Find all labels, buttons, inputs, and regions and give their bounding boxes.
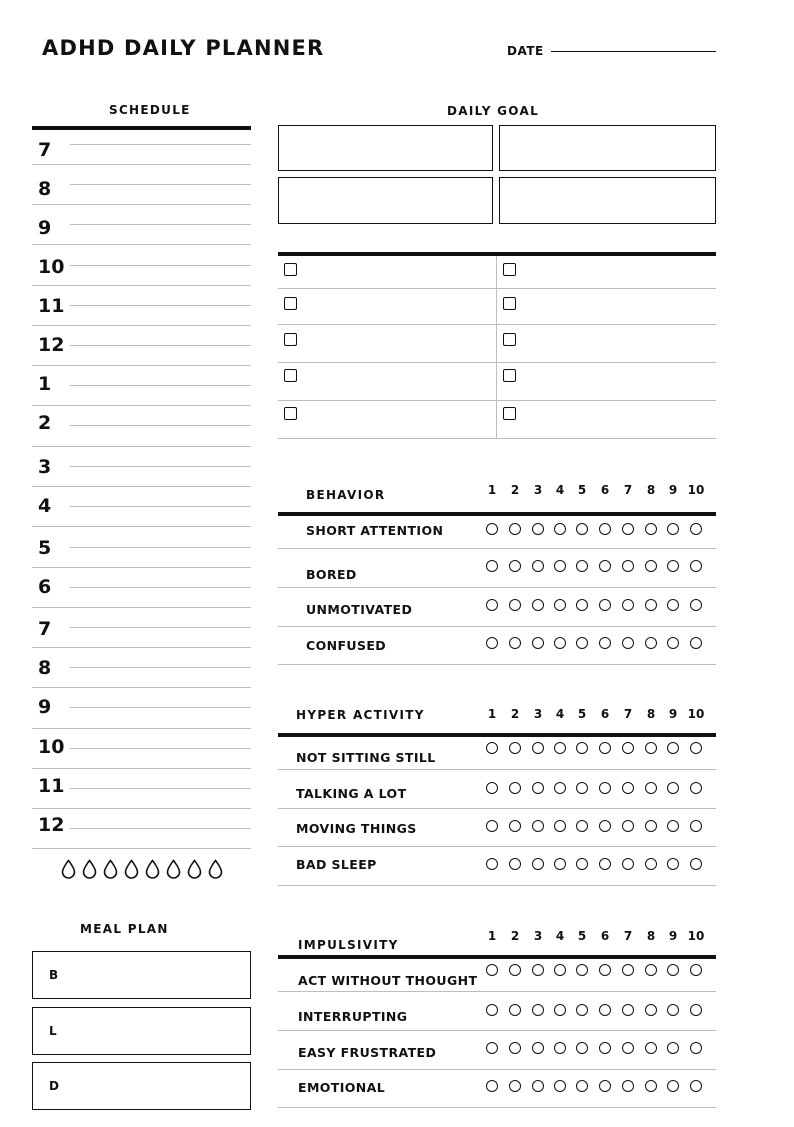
tracker-item-label: EMOTIONAL [298, 1080, 386, 1095]
hour-label: 5 [38, 537, 52, 559]
schedule-line[interactable] [70, 828, 251, 829]
rating-circle[interactable] [509, 1080, 521, 1092]
rating-circle[interactable] [690, 637, 702, 649]
meal-label: D [49, 1079, 59, 1093]
meal-label: B [49, 968, 59, 982]
rating-circle[interactable] [599, 820, 611, 832]
scale-number: 4 [555, 483, 565, 497]
page-title: ADHD DAILY PLANNER [42, 36, 325, 60]
rating-circle[interactable] [532, 858, 544, 870]
scale-number: 8 [646, 707, 656, 721]
tracker-row-line [278, 587, 716, 588]
rating-circle[interactable] [645, 599, 657, 611]
scale-number: 3 [533, 483, 543, 497]
scale-number: 2 [510, 929, 520, 943]
meal-plan-title: MEAL PLAN [80, 922, 169, 936]
tracker-rule [278, 733, 716, 737]
schedule-title: SCHEDULE [109, 103, 191, 117]
tracker-item-label: TALKING A LOT [296, 786, 407, 801]
rating-circle[interactable] [622, 742, 634, 754]
rating-circle[interactable] [690, 964, 702, 976]
rating-circle[interactable] [554, 964, 566, 976]
rating-circle[interactable] [622, 599, 634, 611]
rating-circle[interactable] [576, 858, 588, 870]
rating-circle[interactable] [576, 1042, 588, 1054]
tracker-title: HYPER ACTIVITY [296, 708, 425, 722]
schedule-line[interactable] [32, 325, 251, 326]
scale-number: 4 [555, 707, 565, 721]
rating-circle[interactable] [690, 1080, 702, 1092]
rating-circle[interactable] [645, 964, 657, 976]
tracker-rule [278, 955, 716, 959]
checkbox[interactable] [284, 333, 297, 346]
schedule-line[interactable] [32, 728, 251, 729]
scale-number: 8 [646, 929, 656, 943]
rating-circle[interactable] [622, 1042, 634, 1054]
checkbox[interactable] [503, 333, 516, 346]
rating-circle[interactable] [667, 1080, 679, 1092]
rating-circle[interactable] [509, 964, 521, 976]
water-drop-icon[interactable] [165, 859, 182, 879]
hour-label: 12 [38, 334, 65, 356]
tracker-item-label: UNMOTIVATED [306, 602, 413, 617]
rating-circle[interactable] [486, 820, 498, 832]
rating-circle[interactable] [486, 560, 498, 572]
rating-circle[interactable] [645, 858, 657, 870]
scale-number: 5 [577, 483, 587, 497]
scale-number: 4 [555, 929, 565, 943]
rating-circle[interactable] [599, 1004, 611, 1016]
hour-label: 9 [38, 217, 52, 239]
tracker-item-label: MOVING THINGS [296, 821, 417, 836]
rating-circle[interactable] [509, 820, 521, 832]
checkbox[interactable] [503, 297, 516, 310]
rating-circle[interactable] [486, 599, 498, 611]
rating-circle[interactable] [576, 820, 588, 832]
scale-number: 6 [600, 707, 610, 721]
tracker-row-line [278, 664, 716, 665]
rating-circle[interactable] [532, 599, 544, 611]
schedule-line[interactable] [32, 486, 251, 487]
schedule-line[interactable] [32, 647, 251, 648]
rating-circle[interactable] [554, 1042, 566, 1054]
hour-label: 3 [38, 456, 52, 478]
rating-circle[interactable] [486, 1080, 498, 1092]
water-drop-icon[interactable] [207, 859, 224, 879]
todo-row-line [278, 438, 716, 439]
rating-circle[interactable] [554, 782, 566, 794]
daily-goal-title: DAILY GOAL [447, 104, 540, 118]
rating-circle[interactable] [599, 1042, 611, 1054]
rating-circle[interactable] [622, 637, 634, 649]
hour-label: 11 [38, 775, 65, 797]
tracker-item-label: BORED [306, 567, 357, 582]
water-drop-icon[interactable] [123, 859, 140, 879]
rating-circle[interactable] [622, 560, 634, 572]
water-drop-icon[interactable] [102, 859, 119, 879]
tracker-row-line [278, 626, 716, 627]
water-tracker [60, 859, 224, 879]
todo-top-rule [278, 252, 716, 256]
scale-number: 1 [487, 929, 497, 943]
scale-number: 1 [487, 707, 497, 721]
rating-circle[interactable] [576, 560, 588, 572]
rating-circle[interactable] [509, 637, 521, 649]
schedule-line[interactable] [70, 265, 251, 266]
goal-box[interactable] [278, 125, 493, 171]
rating-circle[interactable] [554, 599, 566, 611]
scale-number: 9 [668, 707, 678, 721]
schedule-line[interactable] [70, 748, 251, 749]
hour-label: 11 [38, 295, 65, 317]
goal-box[interactable] [278, 177, 493, 224]
rating-circle[interactable] [554, 1080, 566, 1092]
rating-circle[interactable] [622, 820, 634, 832]
rating-circle[interactable] [690, 820, 702, 832]
date-label: DATE [507, 44, 544, 58]
scale-number: 7 [623, 707, 633, 721]
rating-circle[interactable] [532, 1004, 544, 1016]
rating-circle[interactable] [576, 599, 588, 611]
rating-circle[interactable] [509, 858, 521, 870]
tracker-row-line [278, 769, 716, 770]
rating-circle[interactable] [599, 858, 611, 870]
rating-circle[interactable] [667, 560, 679, 572]
scale-number: 1 [487, 483, 497, 497]
hour-label: 7 [38, 618, 52, 640]
tracker-row-line [278, 1069, 716, 1070]
rating-circle[interactable] [690, 560, 702, 572]
rating-circle[interactable] [576, 742, 588, 754]
rating-circle[interactable] [486, 858, 498, 870]
schedule-line[interactable] [70, 587, 251, 588]
rating-circle[interactable] [486, 782, 498, 794]
tracker-row-line [278, 808, 716, 809]
schedule-line[interactable] [32, 808, 251, 809]
hour-label: 7 [38, 139, 52, 161]
scale-number: 8 [646, 483, 656, 497]
checkbox[interactable] [284, 369, 297, 382]
rating-circle[interactable] [509, 599, 521, 611]
rating-circle[interactable] [509, 1042, 521, 1054]
rating-circle[interactable] [576, 964, 588, 976]
rating-circle[interactable] [599, 599, 611, 611]
rating-circle[interactable] [486, 637, 498, 649]
schedule-line[interactable] [32, 244, 251, 245]
meal-box[interactable] [32, 1062, 251, 1110]
rating-circle[interactable] [532, 1042, 544, 1054]
schedule-line[interactable] [70, 547, 251, 548]
date-field[interactable] [551, 51, 716, 52]
scale-number: 2 [510, 483, 520, 497]
rating-circle[interactable] [486, 1004, 498, 1016]
rating-circle[interactable] [645, 560, 657, 572]
rating-circle[interactable] [690, 1042, 702, 1054]
hour-label: 6 [38, 576, 52, 598]
tracker-item-label: NOT SITTING STILL [296, 750, 436, 765]
schedule-top-rule [32, 126, 251, 130]
goal-box[interactable] [499, 125, 716, 171]
hour-label: 4 [38, 495, 52, 517]
todo-row-line [278, 400, 716, 401]
rating-circle[interactable] [509, 523, 521, 535]
rating-circle[interactable] [509, 742, 521, 754]
schedule-line[interactable] [32, 526, 251, 527]
scale-number: 5 [577, 929, 587, 943]
checkbox[interactable] [503, 407, 516, 420]
tracker-title: IMPULSIVITY [298, 938, 399, 952]
rating-circle[interactable] [622, 523, 634, 535]
schedule-line[interactable] [70, 224, 251, 225]
schedule-line[interactable] [32, 768, 251, 769]
rating-circle[interactable] [554, 742, 566, 754]
scale-number: 7 [623, 483, 633, 497]
scale-number: 2 [510, 707, 520, 721]
scale-number: 9 [668, 483, 678, 497]
rating-circle[interactable] [622, 782, 634, 794]
rating-circle[interactable] [532, 782, 544, 794]
rating-circle[interactable] [576, 782, 588, 794]
rating-circle[interactable] [667, 637, 679, 649]
rating-circle[interactable] [532, 1080, 544, 1092]
rating-circle[interactable] [622, 1080, 634, 1092]
tracker-row-line [278, 548, 716, 549]
scale-number: 9 [668, 929, 678, 943]
rating-circle[interactable] [645, 820, 657, 832]
rating-circle[interactable] [532, 742, 544, 754]
rating-circle[interactable] [532, 560, 544, 572]
rating-circle[interactable] [576, 637, 588, 649]
rating-circle[interactable] [599, 637, 611, 649]
rating-circle[interactable] [599, 964, 611, 976]
meal-label: L [49, 1024, 57, 1038]
schedule-line[interactable] [70, 627, 251, 628]
schedule-line[interactable] [70, 184, 251, 185]
rating-circle[interactable] [667, 523, 679, 535]
rating-circle[interactable] [509, 560, 521, 572]
rating-circle[interactable] [554, 637, 566, 649]
checkbox[interactable] [284, 297, 297, 310]
rating-circle[interactable] [690, 599, 702, 611]
scale-number: 3 [533, 929, 543, 943]
rating-circle[interactable] [667, 858, 679, 870]
rating-circle[interactable] [532, 820, 544, 832]
rating-circle[interactable] [667, 964, 679, 976]
schedule-line[interactable] [70, 425, 251, 426]
rating-circle[interactable] [599, 742, 611, 754]
schedule-line[interactable] [32, 687, 251, 688]
checkbox[interactable] [284, 407, 297, 420]
rating-circle[interactable] [532, 523, 544, 535]
tracker-row-line [278, 991, 716, 992]
rating-circle[interactable] [690, 858, 702, 870]
schedule-line[interactable] [32, 567, 251, 568]
schedule-line[interactable] [70, 788, 251, 789]
tracker-item-label: ACT WITHOUT THOUGHT [298, 973, 478, 988]
todo-row-line [278, 324, 716, 325]
todo-row-line [278, 288, 716, 289]
meal-box[interactable] [32, 951, 251, 999]
hour-label: 8 [38, 657, 52, 679]
hour-label: 8 [38, 178, 52, 200]
water-drop-icon[interactable] [144, 859, 161, 879]
scale-number: 10 [687, 929, 705, 943]
scale-number: 7 [623, 929, 633, 943]
hour-label: 1 [38, 373, 52, 395]
checkbox[interactable] [503, 369, 516, 382]
rating-circle[interactable] [486, 523, 498, 535]
rating-circle[interactable] [599, 523, 611, 535]
rating-circle[interactable] [576, 523, 588, 535]
tracker-row-line [278, 885, 716, 886]
tracker-item-label: BAD SLEEP [296, 857, 377, 872]
rating-circle[interactable] [554, 1004, 566, 1016]
rating-circle[interactable] [486, 1042, 498, 1054]
schedule-line[interactable] [70, 707, 251, 708]
rating-circle[interactable] [509, 1004, 521, 1016]
scale-number: 5 [577, 707, 587, 721]
rating-circle[interactable] [645, 1080, 657, 1092]
schedule-line[interactable] [32, 848, 251, 849]
rating-circle[interactable] [599, 1080, 611, 1092]
hour-label: 10 [38, 256, 65, 278]
scale-number: 6 [600, 483, 610, 497]
schedule-line[interactable] [70, 305, 251, 306]
todo-divider [496, 256, 497, 438]
todo-row-line [278, 362, 716, 363]
rating-circle[interactable] [599, 560, 611, 572]
schedule-line[interactable] [70, 345, 251, 346]
tracker-item-label: CONFUSED [306, 638, 387, 653]
rating-circle[interactable] [486, 964, 498, 976]
scale-number: 10 [687, 707, 705, 721]
rating-circle[interactable] [690, 742, 702, 754]
rating-circle[interactable] [667, 782, 679, 794]
rating-circle[interactable] [667, 1042, 679, 1054]
hour-label: 2 [38, 412, 52, 434]
rating-circle[interactable] [576, 1004, 588, 1016]
meal-box[interactable] [32, 1007, 251, 1055]
rating-circle[interactable] [599, 782, 611, 794]
rating-circle[interactable] [645, 637, 657, 649]
rating-circle[interactable] [645, 523, 657, 535]
rating-circle[interactable] [667, 820, 679, 832]
rating-circle[interactable] [645, 1042, 657, 1054]
checkbox[interactable] [284, 263, 297, 276]
tracker-row-line [278, 1030, 716, 1031]
rating-circle[interactable] [690, 1004, 702, 1016]
hour-label: 9 [38, 696, 52, 718]
rating-circle[interactable] [667, 742, 679, 754]
rating-circle[interactable] [532, 637, 544, 649]
tracker-item-label: INTERRUPTING [298, 1009, 408, 1024]
schedule-line[interactable] [32, 285, 251, 286]
rating-circle[interactable] [554, 523, 566, 535]
rating-circle[interactable] [486, 742, 498, 754]
rating-circle[interactable] [622, 858, 634, 870]
tracker-row-line [278, 846, 716, 847]
checkbox[interactable] [503, 263, 516, 276]
schedule-line[interactable] [32, 607, 251, 608]
schedule-line[interactable] [70, 506, 251, 507]
hour-label: 10 [38, 736, 65, 758]
rating-circle[interactable] [576, 1080, 588, 1092]
rating-circle[interactable] [645, 782, 657, 794]
schedule-line[interactable] [70, 385, 251, 386]
tracker-title: BEHAVIOR [306, 488, 386, 502]
schedule-line[interactable] [70, 466, 251, 467]
hour-label: 12 [38, 814, 65, 836]
rating-circle[interactable] [622, 964, 634, 976]
rating-circle[interactable] [690, 782, 702, 794]
rating-circle[interactable] [554, 820, 566, 832]
scale-number: 3 [533, 707, 543, 721]
rating-circle[interactable] [667, 599, 679, 611]
schedule-line[interactable] [32, 365, 251, 366]
scale-number: 6 [600, 929, 610, 943]
rating-circle[interactable] [509, 782, 521, 794]
tracker-rule [278, 512, 716, 516]
rating-circle[interactable] [690, 523, 702, 535]
goal-box[interactable] [499, 177, 716, 224]
water-drop-icon[interactable] [60, 859, 77, 879]
rating-circle[interactable] [667, 1004, 679, 1016]
rating-circle[interactable] [532, 964, 544, 976]
rating-circle[interactable] [554, 560, 566, 572]
rating-circle[interactable] [622, 1004, 634, 1016]
tracker-item-label: SHORT ATTENTION [306, 523, 444, 538]
schedule-line[interactable] [32, 204, 251, 205]
rating-circle[interactable] [645, 742, 657, 754]
scale-number: 10 [687, 483, 705, 497]
rating-circle[interactable] [645, 1004, 657, 1016]
water-drop-icon[interactable] [81, 859, 98, 879]
schedule-line[interactable] [32, 405, 251, 406]
rating-circle[interactable] [554, 858, 566, 870]
schedule-line[interactable] [32, 164, 251, 165]
schedule-line[interactable] [70, 144, 251, 145]
water-drop-icon[interactable] [186, 859, 203, 879]
tracker-item-label: EASY FRUSTRATED [298, 1045, 437, 1060]
tracker-row-line [278, 1107, 716, 1108]
schedule-line[interactable] [70, 667, 251, 668]
schedule-line[interactable] [32, 446, 251, 447]
